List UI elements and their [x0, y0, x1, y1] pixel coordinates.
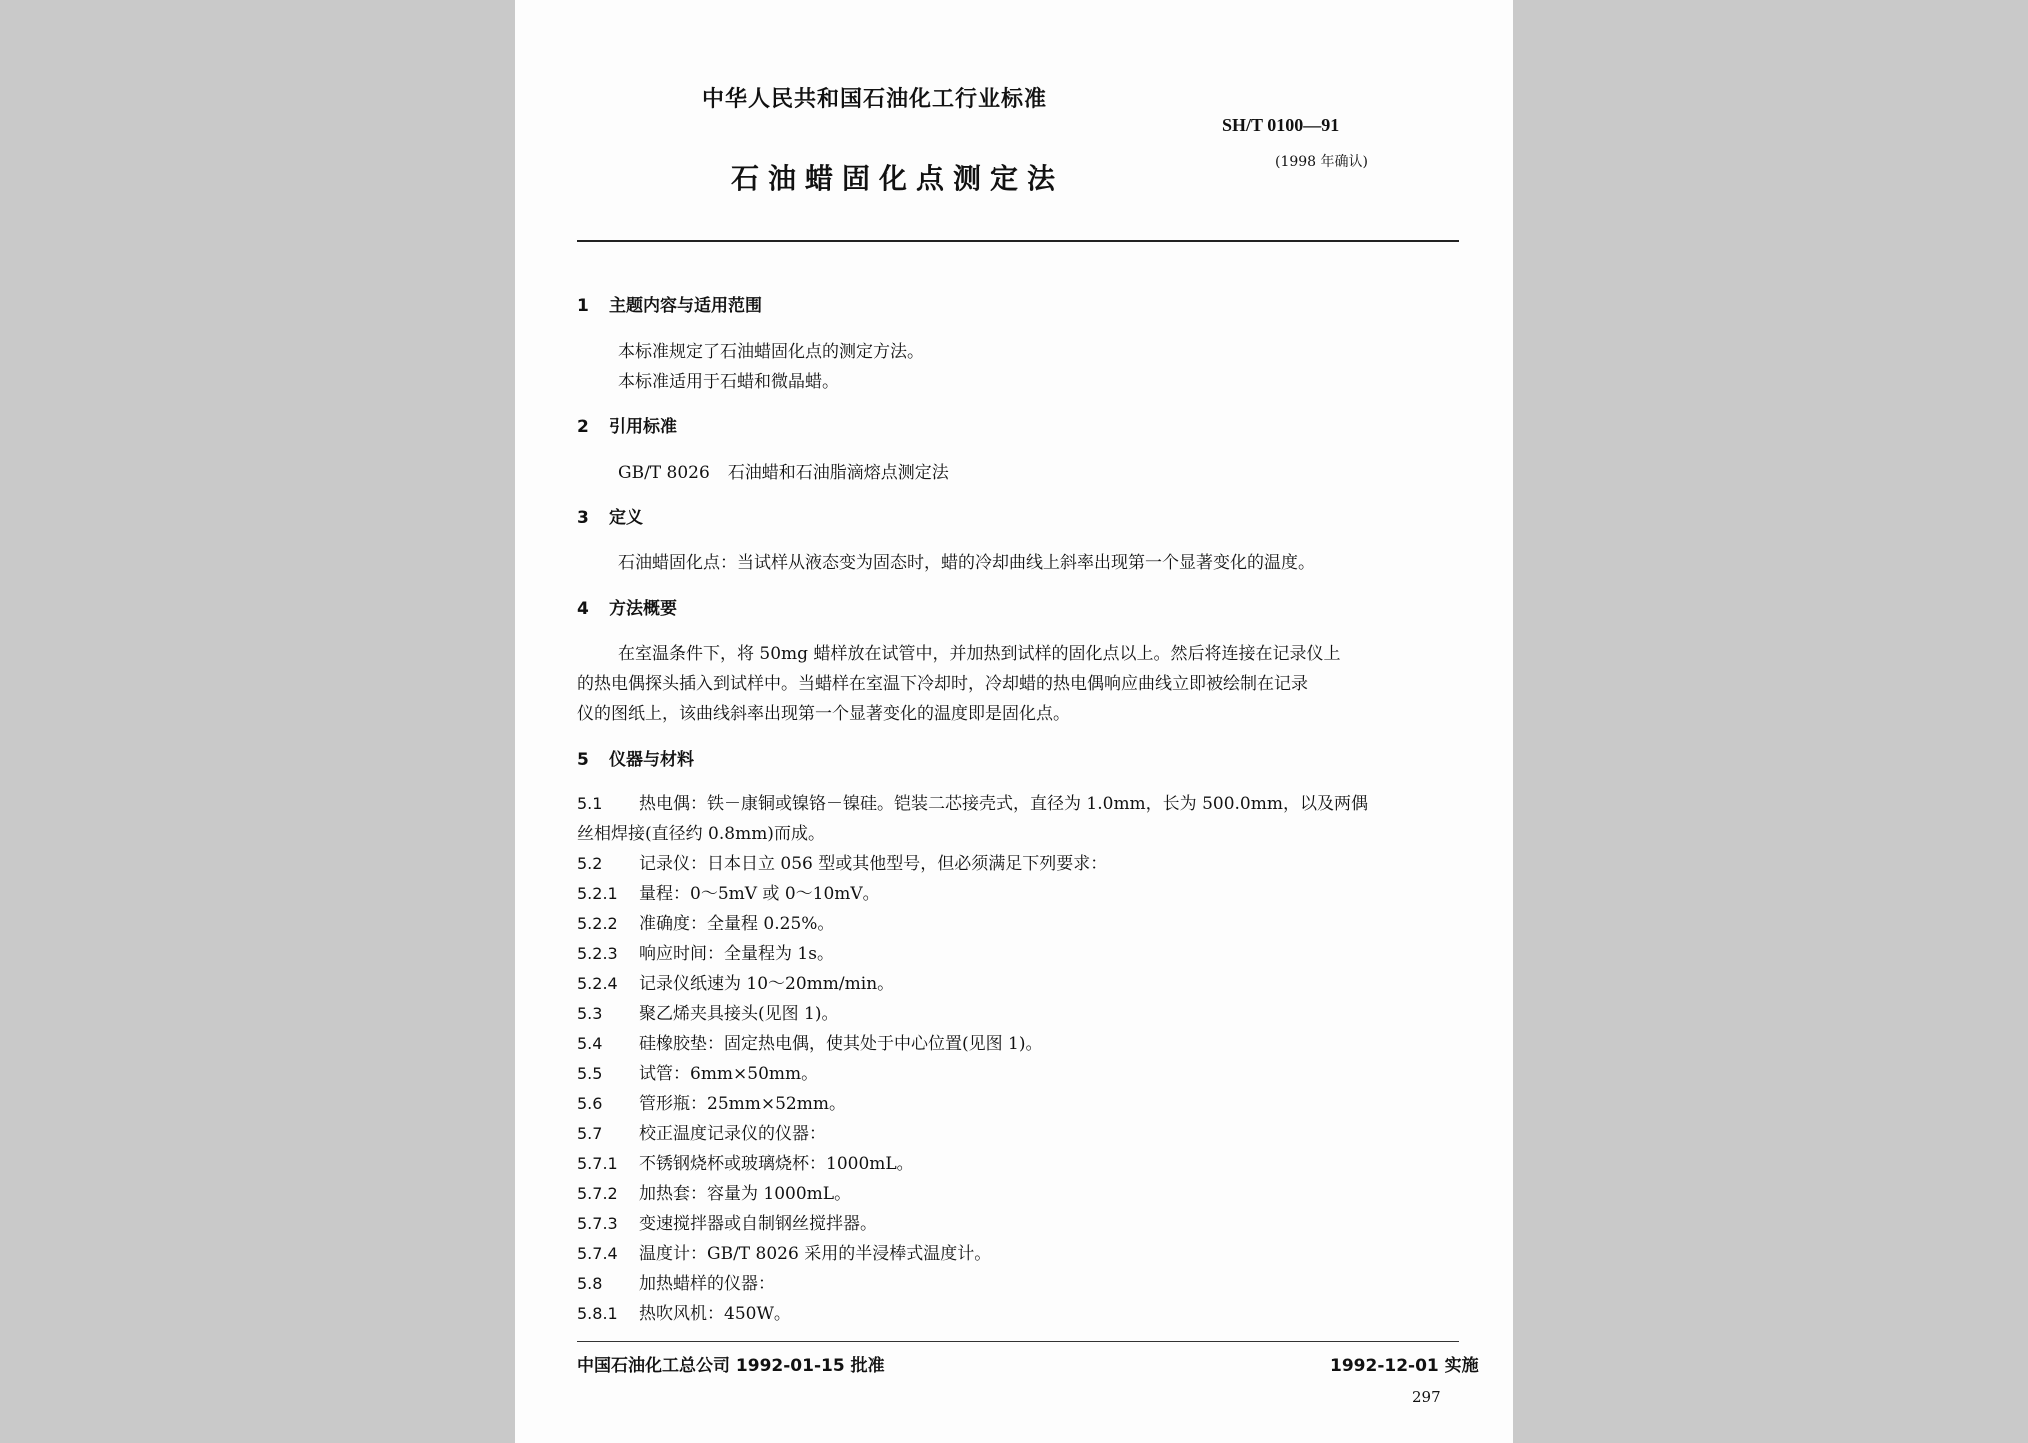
list-item: 5.2.4 记录仪纸速为 10～20mm/min。	[577, 974, 895, 994]
section-4-line-3: 仪的图纸上，该曲线斜率出现第一个显著变化的温度即是固化点。	[577, 704, 1070, 724]
list-item: 5.2.3 响应时间：全量程为 1s。	[577, 944, 834, 964]
standard-code: SH/T 0100—91	[1222, 115, 1340, 135]
list-item: 5.3 聚乙烯夹具接头(见图 1)。	[577, 1004, 839, 1024]
section-3-heading: 3 定义	[577, 508, 643, 528]
list-item: 5.5 试管：6mm×50mm。	[577, 1064, 819, 1084]
reference-title: 石油蜡和石油脂滴熔点测定法	[727, 463, 949, 483]
referenced-standard	[618, 458, 949, 483]
section-4-heading: 4 方法概要	[577, 599, 677, 619]
header-divider	[577, 240, 1459, 242]
list-item: 5.6 管形瓶：25mm×52mm。	[577, 1094, 846, 1114]
approval-date: 中国石油化工总公司 1992-01-15 批准	[577, 1356, 885, 1376]
section-2-heading: 2 引用标准	[577, 417, 677, 437]
list-item: 5.8 加热蜡样的仪器：	[577, 1274, 775, 1294]
list-item: 5.7 校正温度记录仪的仪器：	[577, 1124, 826, 1144]
list-item: 5.7.3 变速搅拌器或自制钢丝搅拌器。	[577, 1214, 877, 1234]
issuing-organization: 中华人民共和国石油化工行业标准	[702, 87, 1048, 112]
footer-divider	[577, 1341, 1459, 1342]
list-item: 5.7.1 不锈钢烧杯或玻璃烧杯：1000mL。	[577, 1154, 914, 1174]
list-item: 5.1 热电偶：铁－康铜或镍铬－镍硅。铠装二芯接壳式，直径为 1.0mm，长为 500.0mm，以及两偶	[577, 794, 1368, 814]
list-item: 5.2.2 准确度：全量程 0.25%。	[577, 914, 835, 934]
section-5-heading: 5 仪器与材料	[577, 750, 694, 770]
document-title: 石油蜡固化点测定法	[731, 162, 1065, 195]
page-number: 297	[1412, 1388, 1441, 1406]
section-4-line-2: 的热电偶探头插入到试样中。当蜡样在室温下冷却时，冷却蜡的热电偶响应曲线立即被绘制在记录	[577, 674, 1308, 694]
list-item: 丝相焊接(直径约 0.8mm)而成。	[577, 824, 825, 844]
section-1-heading: 1 主题内容与适用范围	[577, 296, 762, 316]
confirmation-note: (1998 年确认)	[1275, 154, 1369, 170]
section-1-paragraph-1: 本标准规定了石油蜡固化点的测定方法。	[618, 342, 924, 362]
section-1-paragraph-2: 本标准适用于石蜡和微晶蜡。	[618, 372, 839, 392]
list-item: 5.4 硅橡胶垫：固定热电偶，使其处于中心位置(见图 1)。	[577, 1034, 1043, 1054]
section-4-line-1: 在室温条件下，将 50mg 蜡样放在试管中，并加热到试样的固化点以上。然后将连接在记录仪上	[618, 644, 1341, 664]
section-3-definition: 石油蜡固化点：当试样从液态变为固态时，蜡的冷却曲线上斜率出现第一个显著变化的温度。	[618, 553, 1315, 573]
reference-code: GB/T 8026	[618, 463, 710, 483]
document-page	[515, 0, 1513, 1443]
list-item: 5.7.4 温度计：GB/T 8026 采用的半浸棒式温度计。	[577, 1244, 992, 1264]
list-item: 5.2.1 量程：0～5mV 或 0～10mV。	[577, 884, 880, 904]
implementation-date: 1992-12-01 实施	[1330, 1356, 1479, 1376]
list-item: 5.8.1 热吹风机：450W。	[577, 1304, 791, 1324]
list-item: 5.2 记录仪：日本日立 056 型或其他型号，但必须满足下列要求：	[577, 854, 1108, 874]
list-item: 5.7.2 加热套：容量为 1000mL。	[577, 1184, 852, 1204]
